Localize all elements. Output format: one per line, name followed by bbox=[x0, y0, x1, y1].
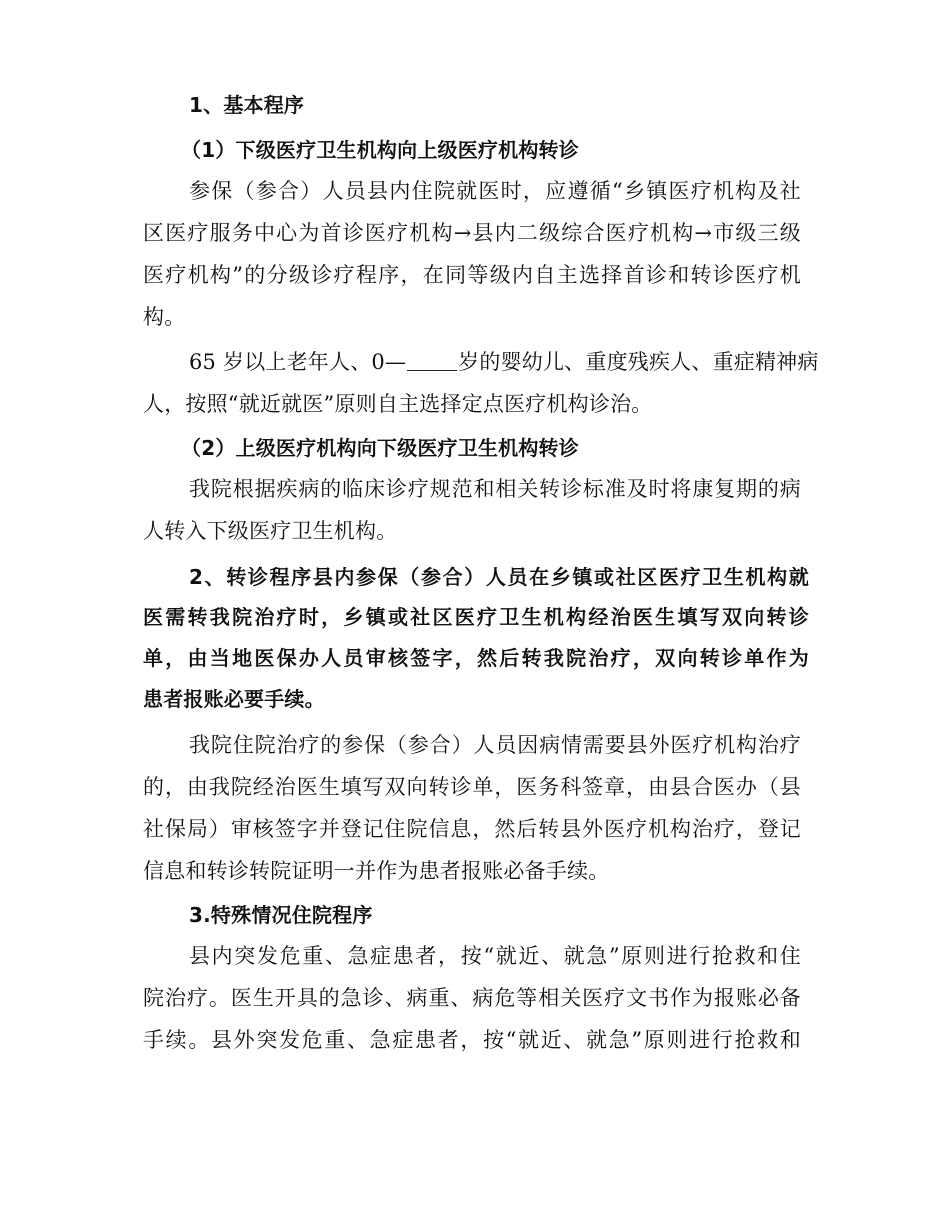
subheading-upper-to-lower: （2）上级医疗机构向下级医疗卫生机构转诊 bbox=[181, 436, 579, 460]
paragraph-line: 人，按照“就近就医”原则自主选择定点医疗机构诊治。 bbox=[143, 392, 653, 416]
paragraph-line: 手续。县外突发危重、急症患者，按“就近、就急”原则进行抢救和 bbox=[143, 1028, 801, 1052]
paragraph-line: 信息和转诊转院证明一并作为患者报账必备手续。 bbox=[143, 859, 610, 883]
paragraph-line: 我院住院治疗的参保（参合）人员因病情需要县外医疗机构治疗 bbox=[189, 733, 801, 757]
bold-paragraph-line: 医需转我院治疗时，乡镇或社区医疗卫生机构经治医生填写双向转诊 bbox=[143, 605, 809, 629]
paragraph-line: 构。 bbox=[143, 305, 186, 329]
paragraph-line: 区医疗服务中心为首诊医疗机构→县内二级综合医疗机构→市级三级 bbox=[143, 221, 801, 245]
paragraph-line: 院治疗。医生开具的急诊、病重、病危等相关医疗文书作为报账必备 bbox=[143, 986, 801, 1010]
paragraph-line: 县内突发危重、急症患者，按“就近、就急”原则进行抢救和住 bbox=[189, 944, 801, 968]
paragraph-line: 社保局）审核签字并登记住院信息，然后转县外医疗机构治疗，登记 bbox=[143, 817, 801, 841]
paragraph-text: 65 岁以上老年人、0— bbox=[189, 350, 407, 374]
paragraph-line: 的，由我院经治医生填写双向转诊单，医务科签章，由县合医办（县 bbox=[143, 775, 801, 799]
fill-in-blank bbox=[407, 350, 457, 371]
paragraph-line: 人转入下级医疗卫生机构。 bbox=[143, 519, 398, 543]
bold-paragraph-line: 患者报账必要手续。 bbox=[143, 687, 325, 711]
bold-paragraph-line: 单，由当地医保办人员审核签字，然后转我院治疗，双向转诊单作为 bbox=[143, 646, 809, 670]
paragraph-line-with-blank bbox=[189, 345, 819, 379]
subheading-lower-to-upper: （1）下级医疗卫生机构向上级医疗机构转诊 bbox=[181, 138, 579, 162]
heading-special-cases: 3.特殊情况住院程序 bbox=[189, 903, 373, 927]
paragraph-line: 参保（参合）人员县内住院就医时，应遵循“乡镇医疗机构及社 bbox=[189, 179, 801, 203]
heading-basic-procedure: 1、基本程序 bbox=[189, 93, 305, 117]
bold-paragraph-line: 2、转诊程序县内参保（参合）人员在乡镇或社区医疗卫生机构就 bbox=[189, 565, 809, 589]
paragraph-text: 岁的婴幼儿、重度残疾人、重症精神病 bbox=[458, 350, 819, 374]
paragraph-line: 我院根据疾病的临床诊疗规范和相关转诊标准及时将康复期的病 bbox=[189, 477, 801, 501]
paragraph-line: 医疗机构”的分级诊疗程序，在同等级内自主选择首诊和转诊医疗机 bbox=[143, 263, 801, 287]
